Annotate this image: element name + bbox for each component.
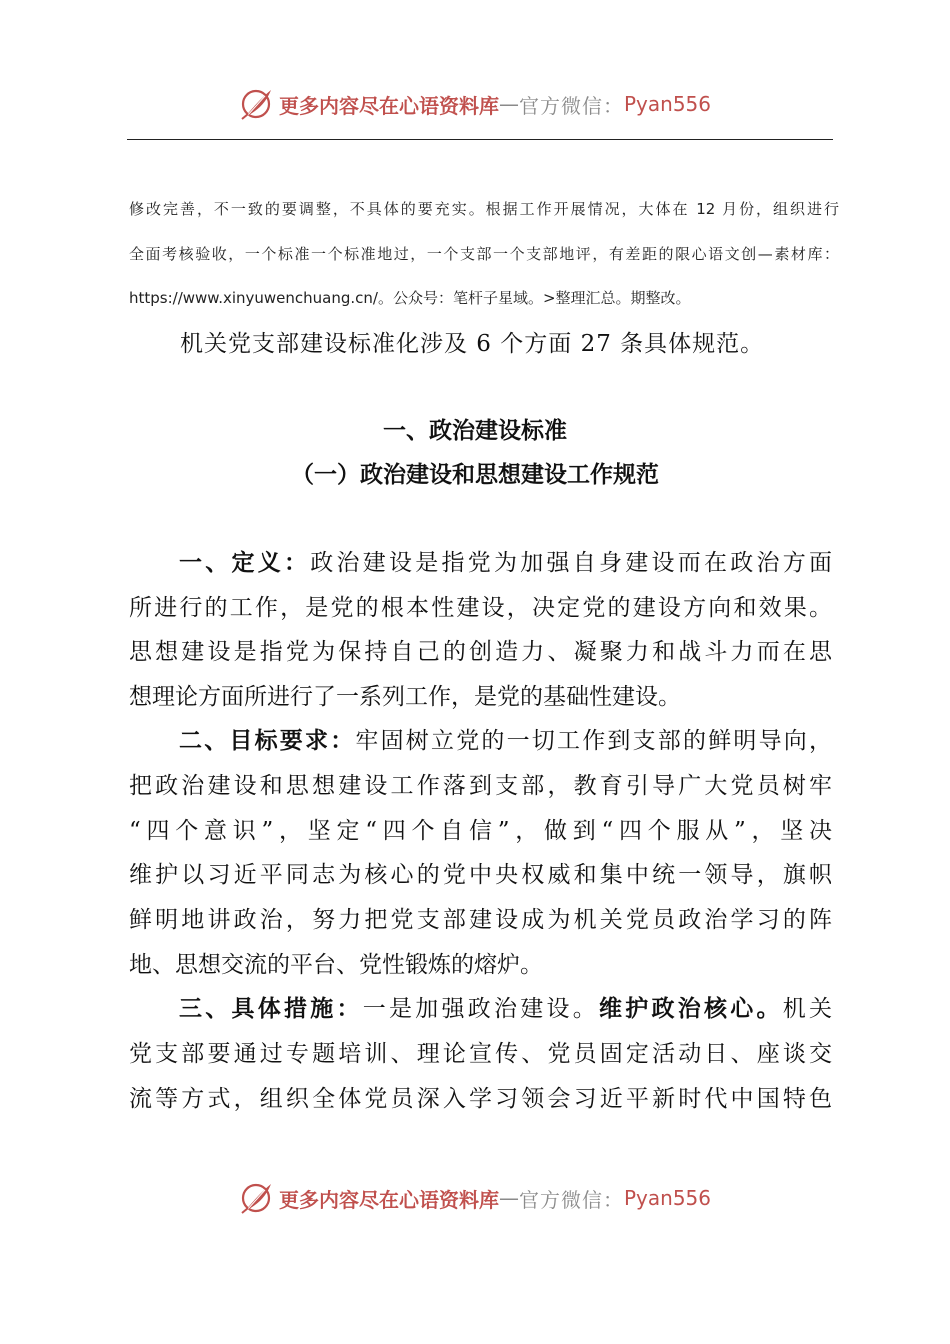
measures-emphasis: 维护政治核心。 — [599, 996, 783, 1022]
banner-wechat-id: Pyan556 — [623, 92, 711, 116]
definition-line-1 — [179, 544, 832, 582]
footer-wechat-label: 官方微信： — [518, 1187, 624, 1212]
goals-line-6: 地、思想交流的平台、党性锻炼的熔炉。 — [129, 952, 543, 978]
goals-label: 二、目标要求： — [179, 728, 356, 754]
measures-line-2: 党支部要通过专题培训、理论宣传、党员固定活动日、座谈交 — [129, 1041, 832, 1067]
feather-pen-logo-icon — [239, 86, 275, 122]
header-divider — [127, 139, 833, 140]
definition-label: 一、定义： — [179, 550, 311, 576]
measures-line-3: 流等方式，组织全体党员深入学习领会习近平新时代中国特色 — [129, 1086, 832, 1112]
footer-brand-text: 更多内容尽在心语资料库 — [278, 1187, 499, 1212]
definition-line-3: 思想建设是指党为保持自己的创造力、凝聚力和战斗力而在思 — [129, 639, 832, 665]
goals-line-5: 鲜明地讲政治，努力把党支部建设成为机关党员政治学习的阵 — [129, 907, 832, 933]
definition-line-2: 所进行的工作，是党的根本性建设，决定党的建设方向和效果。 — [129, 595, 832, 621]
section-title: 一、政治建设标准 — [383, 418, 567, 444]
footer-dash: — — [498, 1186, 519, 1210]
subsection-title: （一）政治建设和思想建设工作规范 — [291, 462, 659, 488]
summary-line: 机关党支部建设标准化涉及 6 个方面 27 条具体规范。 — [180, 331, 765, 357]
intro-line-1: 修改完善，不一致的要调整，不具体的要充实。根据工作开展情况，大体在 12 月份，组织进行 — [129, 200, 839, 218]
goals-line-4: 维护以习近平同志为核心的党中央权威和集中统一领导，旗帜 — [129, 862, 832, 888]
banner-dash: — — [498, 92, 519, 116]
footer-wechat-id: Pyan556 — [623, 1186, 711, 1210]
goals-text-1: 牢固树立党的一切工作到支部的鲜明导向， — [355, 728, 832, 754]
intro-line-3: https://www.xinyuwenchuang.cn/。公众号：笔杆子星域。>整理汇总。期整改。 — [129, 289, 691, 307]
banner-brand-text: 更多内容尽在心语资料库 — [278, 93, 499, 118]
measures-label: 三、具体措施： — [179, 996, 363, 1022]
goals-line-1 — [179, 722, 832, 760]
measures-text-1: 一是加强政治建设。 — [362, 996, 599, 1022]
banner-wechat-label: 官方微信： — [518, 93, 624, 118]
goals-line-3: “四个意识”，坚定“四个自信”，做到“四个服从”，坚决 — [129, 818, 832, 844]
intro-line-2: 全面考核验收，一个标准一个标准地过，一个支部一个支部地评，有差距的限心语文创—素材库： — [129, 245, 839, 263]
goals-line-2: 把政治建设和思想建设工作落到支部，教育引导广大党员树牢 — [129, 773, 832, 799]
definition-text-1: 政治建设是指党为加强自身建设而在政治方面 — [310, 550, 832, 576]
measures-line-1 — [179, 990, 832, 1028]
feather-pen-logo-icon — [239, 1180, 275, 1216]
header-watermark-banner — [0, 82, 950, 126]
measures-text-2: 机关 — [782, 996, 832, 1022]
footer-watermark-banner — [0, 1176, 950, 1220]
definition-line-4: 想理论方面所进行了一系列工作，是党的基础性建设。 — [129, 684, 681, 710]
